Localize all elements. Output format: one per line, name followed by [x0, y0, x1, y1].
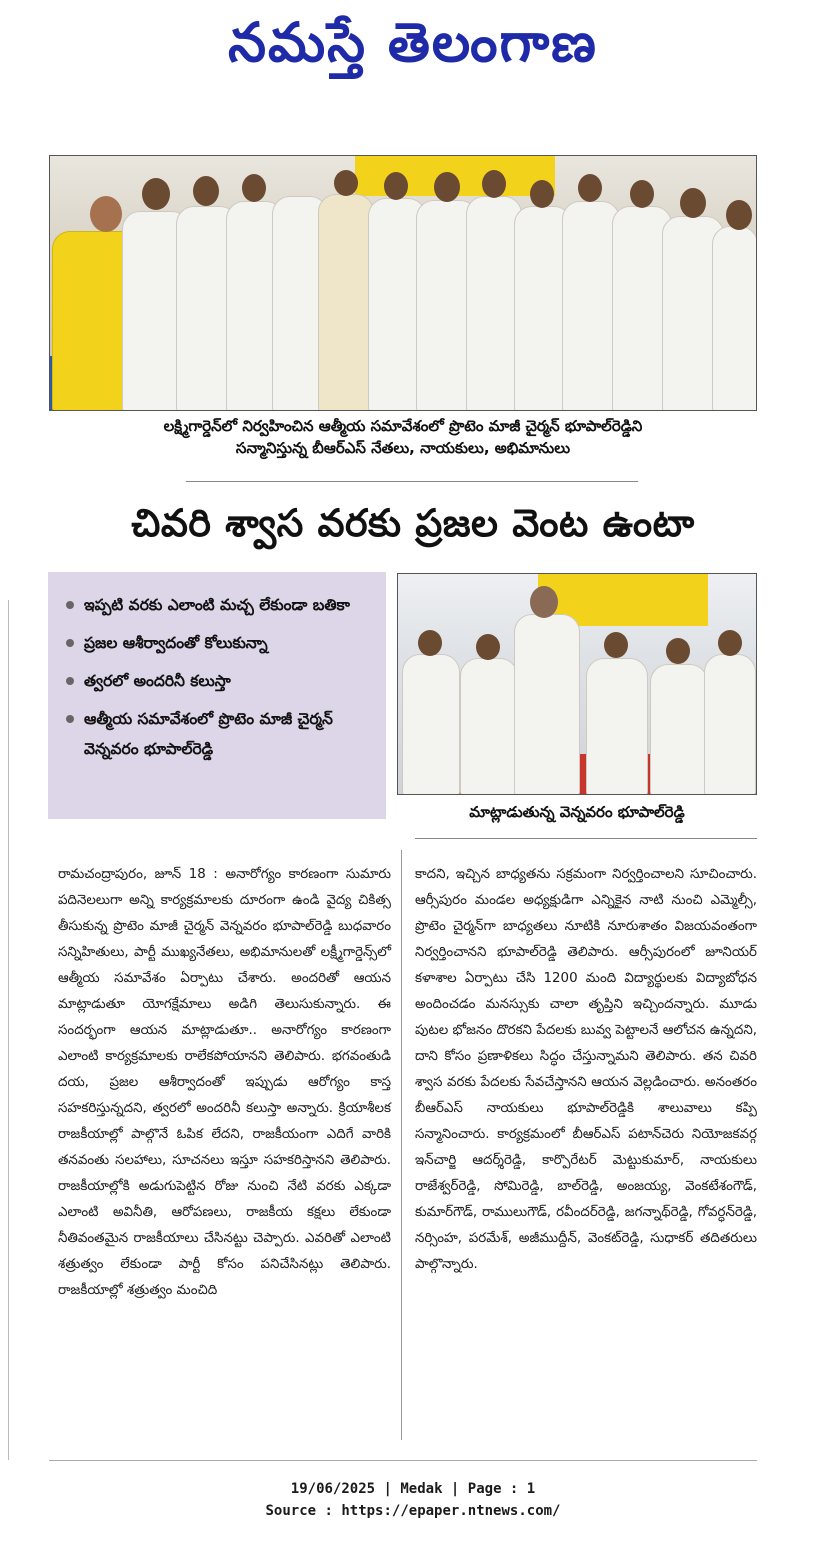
photo-caption: మాట్లాడుతున్న వెన్నవరం భూపాల్‌రెడ్డి — [469, 803, 685, 821]
person-head — [578, 174, 602, 202]
article-headline: చివరి శ్వాస వరకు ప్రజల వెంట ఉంటా — [131, 501, 695, 545]
highlights-box — [48, 572, 386, 819]
speaker-photo — [397, 573, 757, 795]
highlight-item: ఇప్పటి వరకు ఎలాంటి మచ్చ లేకుండా బతికా — [62, 590, 372, 620]
person-head — [434, 172, 460, 202]
newspaper-masthead: నమస్తే తెలంగాణ — [228, 11, 598, 74]
person-head — [718, 630, 742, 656]
group-photo — [49, 155, 757, 411]
person-figure — [318, 194, 374, 411]
page-edge-line — [8, 600, 9, 1460]
person-head — [476, 634, 500, 660]
person-head — [530, 180, 554, 208]
footer-divider — [49, 1460, 757, 1461]
footer-source-line: Source : https://epaper.ntnews.com/ — [265, 1503, 561, 1519]
article-column-left: రామచంద్రాపురం, జూన్ 18 : అనారోగ్యం కారణంగా సుమారు పదినెలలుగా అన్ని కార్యక్రమాలకు దూరంగా ఉండి వైద్య చికిత్స తీసుకున్న ప్రొటెం మాజీ చైర్మన్ వెన్నవరం భూపాల్‌రెడ్డి బుధవారం సన్నిహితులు, పార్టీ ముఖ్యనేతలు, అభిమానులతో లక్ష్మీగార్డెన్స్‌లో ఆత్మీయ సమావేశం ఏర్పాటు చేశారు. అందరితో ఆయన మాట్లాడుతూ యోగక్షేమాలు అడిగి తెలుసుకున్నారు. ఈ సందర్భంగా ఆయన మాట్లాడుతూ.. అనారోగ్యం కారణంగా ఎలాంటి కార్యక్రమాలకు రాలేకపోయానని తెలిపారు. భగవంతుడి దయ, ప్రజల ఆశీర్వాదంతో ఇప్పుడు ఆరోగ్యం కాస్త సహకరిస్తున్నదని, త్వరలో అందరినీ కలుస్తా అన్నారు. క్రియాశీలక రాజకీయాల్లో పాల్గొనే ఓపిక లేదని, రాజకీయంగా ఎదిగే వారికి తనవంతు సలహాలు, సూచనలు ఇస్తూ సహకరిస్తానని తెలిపారు. రాజకీయాల్లోకి అడుగుపెట్టిన రోజు నుంచి నేటి వరకు ఎక్కడా ఎలాంటి అవినీతి, ఆరోపణలు, రాజకీయ కక్షలు లేకుండా నీతివంతమైన రాజకీయాలు చేసినట్టు చెప్పారు. ఎవరితో ఎలాంటి శత్రుత్వం లేకుండా పార్టీ కోసం పనిచేసినట్లు తెలిపారు. రాజకీయాల్లో శత్రుత్వం మంచిది — [58, 867, 391, 1298]
person-head — [334, 170, 358, 196]
person-head — [90, 196, 122, 232]
photo-caption-line: సన్మానిస్తున్న బీఆర్‌ఎస్ నేతలు, నాయకులు, అభిమానులు — [235, 439, 571, 457]
person-figure — [586, 658, 648, 795]
section-divider — [186, 481, 638, 482]
section-divider — [415, 838, 757, 839]
column-divider — [401, 850, 402, 1440]
person-figure — [514, 614, 580, 795]
photo-caption — [49, 415, 757, 459]
person-head — [482, 170, 506, 198]
highlight-item: ఆత్మీయ సమావేశంలో ప్రొటెం మాజీ చైర్మన్ వెన్నవరం భూపాల్‌రెడ్డి — [62, 704, 372, 764]
person-head — [142, 178, 170, 210]
person-head — [680, 188, 706, 218]
highlight-item: త్వరలో అందరినీ కలుస్తా — [62, 666, 372, 696]
person-head — [630, 180, 654, 208]
person-head — [666, 638, 690, 664]
person-figure — [650, 664, 708, 795]
person-figure — [712, 226, 757, 411]
person-figure — [704, 654, 756, 795]
photo-caption-line: లక్ష్మిగార్డెన్‌లో నిర్వహించిన ఆత్మీయ సమావేశంలో ప్రొటెం మాజీ చైర్మన్ భూపాల్‌రెడ్డిని — [163, 417, 643, 435]
highlight-item: ప్రజల ఆశీర్వాదంతో కోలుకున్నా — [62, 628, 372, 658]
article-column-right: కాదని, ఇచ్చిన బాధ్యతను సక్రమంగా నిర్వర్తించాలని సూచించారు. ఆర్సీపురం మండల అధ్యక్షుడిగా ఎన్నికైన నాటి నుంచి ఎమ్మెల్సీ, ప్రొటెం చైర్మన్‌గా బాధ్యతలు నూటికి నూరుశాతం విజయవంతంగా నిర్వర్తించానని భూపాల్‌రెడ్డి తెలిపారు. ఆర్సీపురంలో జూనియర్ కళాశాల ఏర్పాటు చేసి 1200 మంది విద్యార్థులకు విద్యాబోధన అందించడం మనస్సుకు చాలా తృప్తిని ఇచ్చిందన్నారు. మూడు పుటల భోజనం దొరకని పేదలకు బువ్వ పెట్టాలనే ఆలోచన ఉన్నదని, దాని కోసం ప్రణాళికలు సిద్ధం చేస్తున్నామని తెలిపారు. తన చివరి శ్వాస వరకు పేదలకు సేవచేస్తానని ఆయన వెల్లడించారు. అనంతరం బీఆర్‌ఎస్ నాయకులు భూపాల్‌రెడ్డికి శాలువాలు కప్పి సన్మానించారు. కార్యక్రమంలో బీఆర్‌ఎస్ పటాన్‌చెరు నియోజకవర్గ ఇన్‌చార్జి ఆదర్శ్‌రెడ్డి, కార్పొరేటర్ మెట్టుకుమార్, నాయకులు రాజేశ్వర్‌రెడ్డి, సోమిరెడ్డి, బాల్‌రెడ్డి, అంజయ్య, వెంకటేశంగౌడ్, కుమార్‌గౌడ్, రాములుగౌడ్, రవీందర్‌రెడ్డి, జగన్నాథ్‌రెడ్డి, గోవర్ధన్‌రెడ్డి, నర్సింహ, పరమేశ్, అజీముద్దీన్, వెంకట్‌రెడ్డి, సుధాకర్ తదితరులు పాల్గొన్నారు. — [415, 867, 757, 1272]
person-figure — [460, 658, 518, 795]
person-head — [242, 174, 266, 202]
person-head — [530, 586, 558, 618]
person-head — [418, 630, 442, 656]
footer-date-line: 19/06/2025 | Medak | Page : 1 — [290, 1481, 536, 1497]
person-head — [384, 172, 408, 200]
person-head — [604, 632, 628, 658]
person-head — [726, 200, 752, 230]
person-head — [193, 176, 219, 206]
person-figure — [402, 654, 460, 795]
